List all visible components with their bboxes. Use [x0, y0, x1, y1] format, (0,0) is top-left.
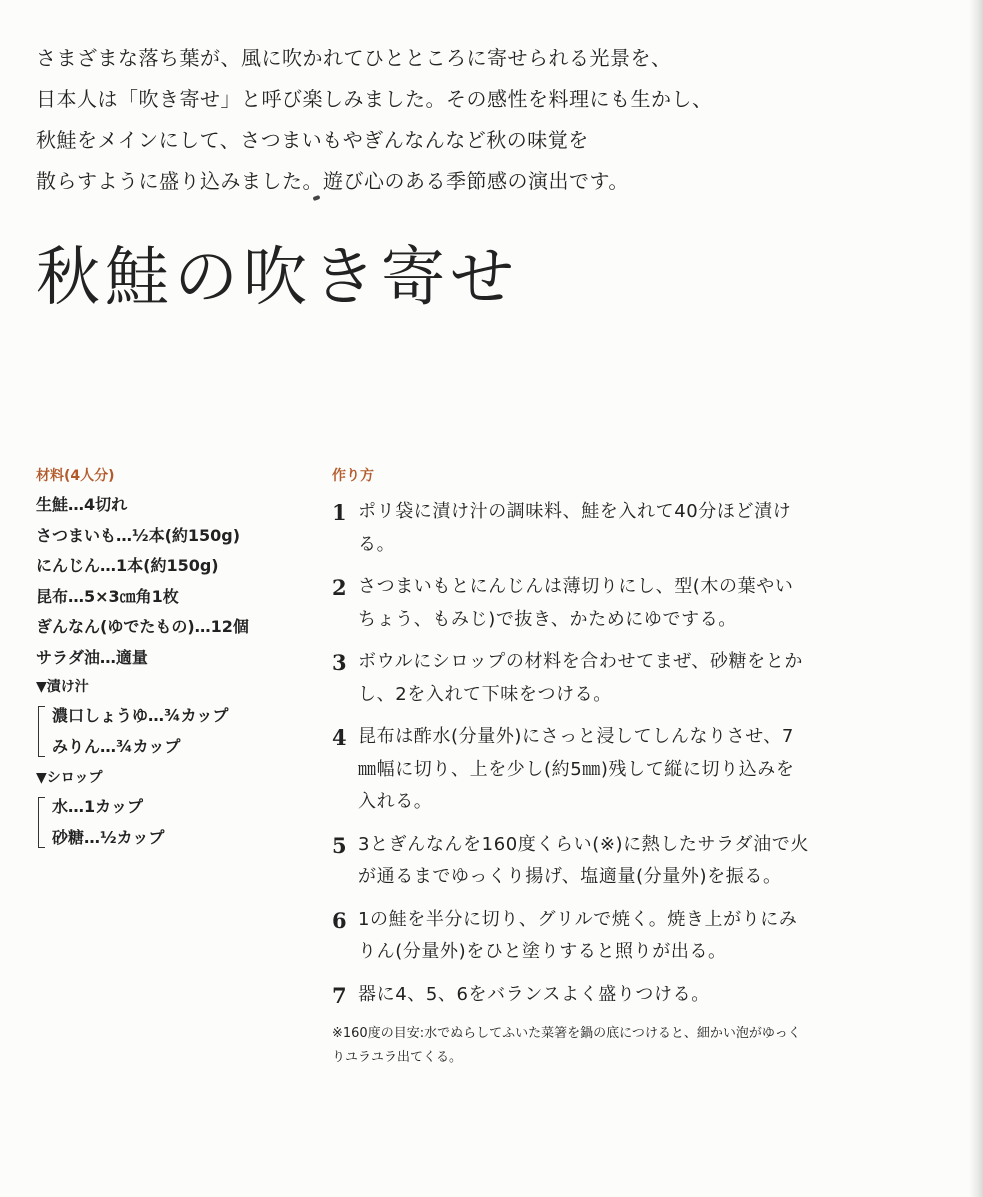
step-item	[332, 829, 812, 894]
step-item	[332, 979, 812, 1012]
ingredients-heading: 材料(4人分)	[36, 468, 115, 484]
step-text: 器に4、5、6をバランスよく盛りつける。	[358, 983, 710, 1005]
step-number: 7	[332, 982, 347, 1008]
intro-paragraph	[36, 38, 713, 202]
step-text: 昆布は酢水(分量外)にさっと浸してしんなりさせ、7㎜幅に切り、上を少し(約5㎜)残して縦に切り込みを入れる。	[358, 726, 795, 812]
step-number: 6	[332, 907, 347, 933]
steps-list	[332, 496, 812, 1012]
syrup-list	[36, 792, 316, 853]
ingredient-item: ぎんなん(ゆでたもの)…12個	[36, 617, 249, 636]
step-number: 3	[332, 650, 347, 675]
ingredient-item: 昆布…5×3㎝角1枚	[36, 586, 179, 606]
ingredient-item: 濃口しょうゆ…¾カップ	[52, 706, 229, 725]
ingredients-list	[36, 490, 316, 673]
step-number: 1	[332, 500, 347, 525]
recipe-title: 秋鮭の吹き寄せ	[36, 241, 519, 315]
syrup-heading: ▼シロップ	[36, 770, 103, 786]
ingredient-item: にんじん…1本(約150g)	[36, 556, 219, 575]
intro-line: 日本人は「吹き寄せ」と呼び楽しみました。その感性を料理にも生かし、	[36, 87, 713, 111]
marinade-list	[36, 701, 316, 762]
step-item	[332, 496, 812, 561]
ingredient-item: 水…1カップ	[52, 797, 143, 816]
ingredient-item: サラダ油…適量	[36, 647, 148, 667]
method-heading: 作り方	[332, 468, 374, 484]
step-text: ポリ袋に漬け汁の調味料、鮭を入れて40分ほど漬ける。	[358, 501, 792, 555]
step-number: 2	[332, 575, 347, 600]
step-text: 3とぎんなんを160度くらい(※)に熱したサラダ油で火が通るまでゆっくり揚げ、塩適量(分量外)を振る。	[358, 833, 809, 887]
page-edge-shadow	[969, 0, 983, 1197]
step-number: 5	[332, 832, 347, 858]
step-item	[332, 904, 812, 969]
ingredient-item: 生鮭…4切れ	[36, 495, 128, 514]
method-section	[332, 462, 812, 1070]
ingredient-item: 砂糖…½カップ	[52, 827, 165, 847]
step-text: 1の鮭を半分に切り、グリルで焼く。焼き上がりにみりん(分量外)をひと塗りすると照りが出る。	[358, 908, 798, 962]
footnote: ※160度の目安:水でぬらしてふいた菜箸を鍋の底につけると、細かい泡がゆっくりユラユラ出てくる。	[332, 1025, 801, 1065]
intro-line: 秋鮭をメインにして、さつまいもやぎんなんなど秋の味覚を	[36, 128, 589, 152]
intro-line: 散らすように盛り込みました。遊び心のある季節感の演出です。	[36, 169, 629, 193]
ingredient-item: みりん…¾カップ	[52, 736, 181, 756]
step-item	[332, 721, 812, 819]
ingredient-item: さつまいも…½本(約150g)	[36, 525, 241, 545]
step-item	[332, 571, 812, 636]
step-text: さつまいもとにんじんは薄切りにし、型(木の葉やいちょう、もみじ)で抜き、かためにゆでする。	[358, 576, 794, 630]
step-number: 4	[332, 725, 347, 750]
intro-line: さまざまな落ち葉が、風に吹かれてひとところに寄せられる光景を、	[36, 46, 672, 70]
ingredients-section	[36, 462, 316, 855]
step-item	[332, 646, 812, 711]
step-text: ボウルにシロップの材料を合わせてまぜ、砂糖をとかし、2を入れて下味をつける。	[358, 651, 803, 705]
marinade-heading: ▼漬け汁	[36, 679, 89, 695]
